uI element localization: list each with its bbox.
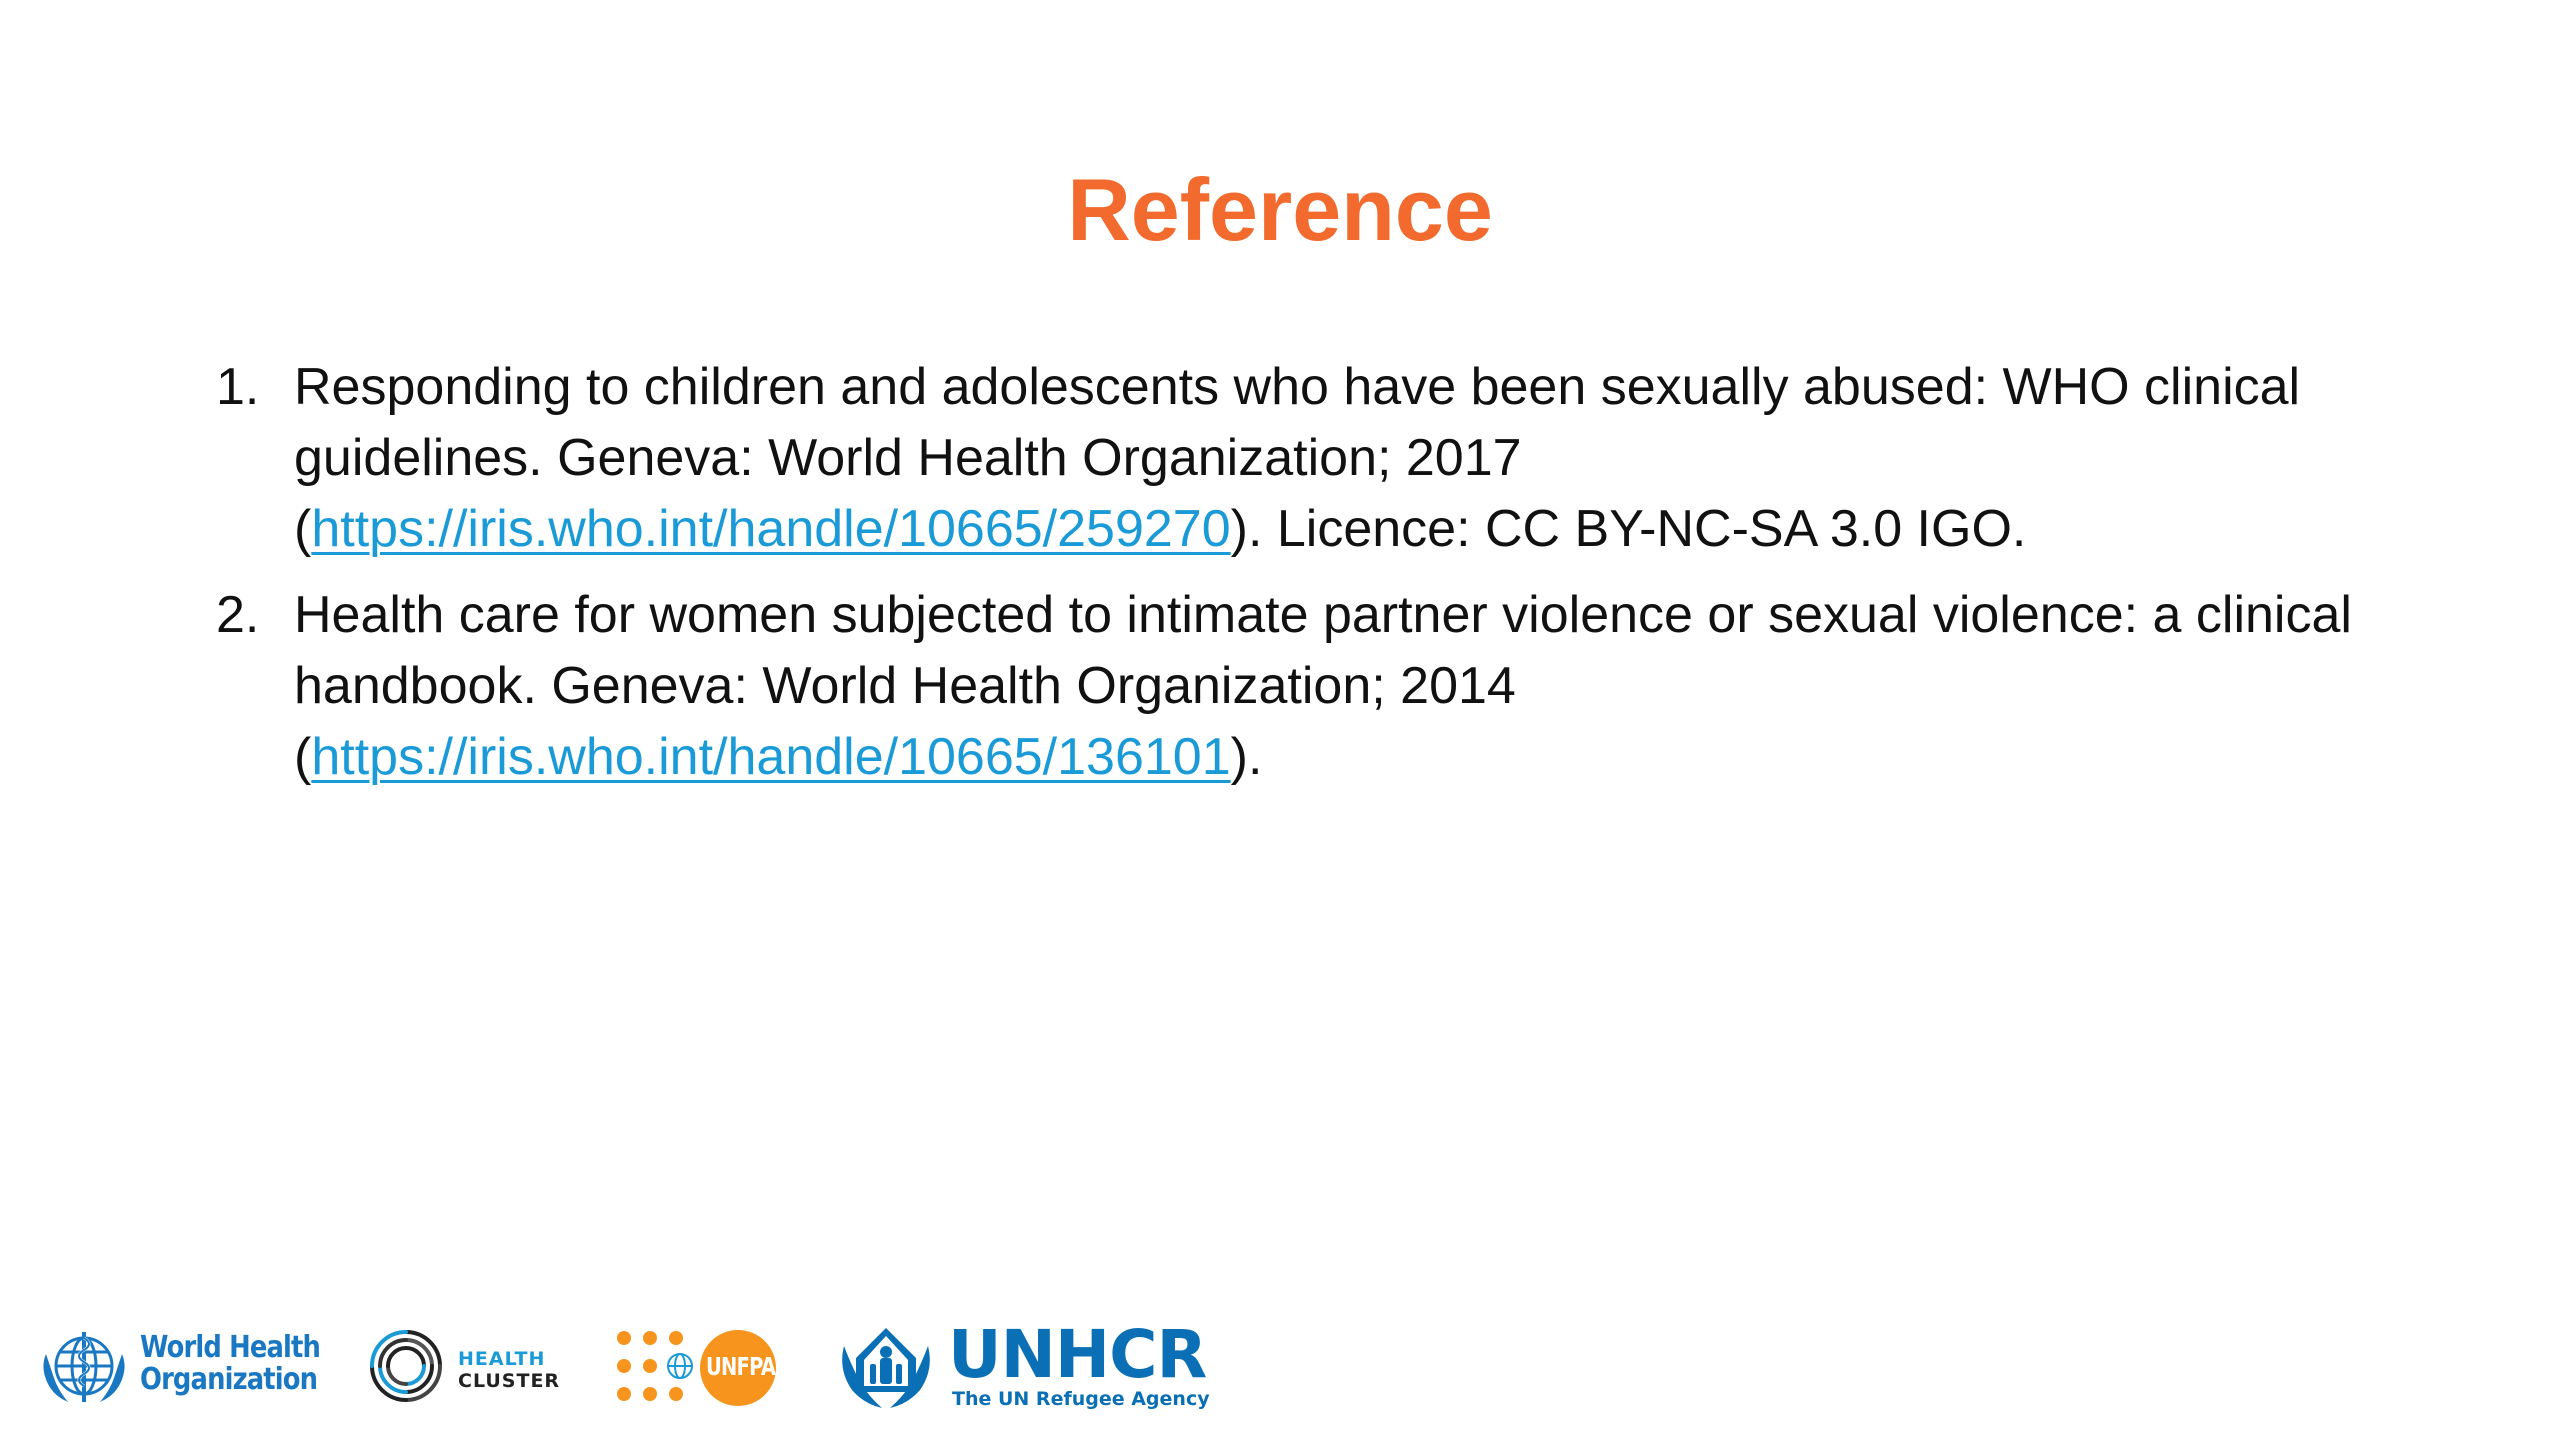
partner-logos [36, 1318, 1236, 1418]
reference-item-2 [216, 580, 2426, 793]
reference-item-1 [216, 352, 2426, 565]
who-logo [36, 1324, 326, 1408]
swirl-icon [366, 1326, 446, 1406]
health-cluster-line-1: HEALTH [458, 1348, 546, 1370]
reference-number: 1. [216, 358, 260, 416]
unfpa-logo [610, 1322, 790, 1412]
health-cluster-logo [366, 1324, 576, 1408]
unhcr-emblem-icon [836, 1322, 936, 1410]
health-cluster-line-2: CLUSTER [458, 1370, 561, 1392]
who-emblem-icon [36, 1324, 132, 1408]
unhcr-wordmark: UNHCR [948, 1316, 1207, 1393]
reference-text: Health care for women subjected to intimate partner violence or sexual violence: a clinical handbook. Geneva: World Health Organization; 2014 ( [294, 586, 2352, 786]
dots-icon [610, 1322, 700, 1412]
reference-text-after: ). Licence: CC BY-NC-SA 3.0 IGO. [1230, 500, 2027, 558]
unhcr-logo [836, 1318, 1236, 1418]
who-line-2: Organization [140, 1362, 318, 1397]
slide-title: Reference [1067, 160, 1493, 259]
unfpa-wordmark: UNFPA [706, 1352, 776, 1381]
reference-text-after: ). [1230, 728, 1263, 786]
who-wordmark [140, 1332, 320, 1396]
who-line-1: World Health [140, 1330, 321, 1365]
reference-link[interactable]: https://iris.who.int/handle/10665/259270 [311, 500, 1231, 558]
unhcr-subtitle: The UN Refugee Agency [952, 1388, 1210, 1410]
reference-text: Responding to children and adolescents who have been sexually abused: WHO clinical guidelines. Geneva: World Health Organization; 2017 ( [294, 358, 2301, 558]
reference-list [216, 352, 2426, 808]
reference-number: 2. [216, 586, 260, 644]
reference-link[interactable]: https://iris.who.int/handle/10665/136101 [311, 728, 1231, 786]
